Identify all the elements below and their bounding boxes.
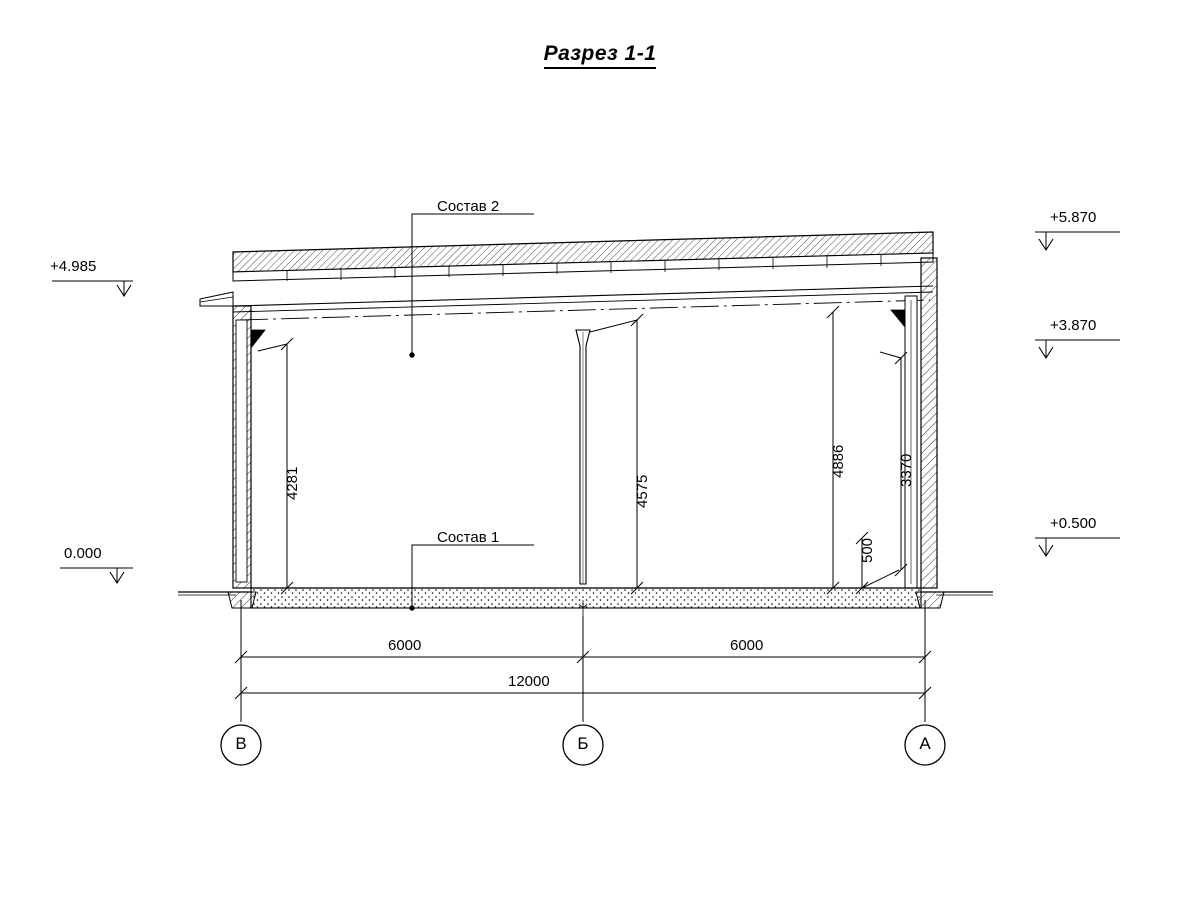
dim-total-label: 12000 xyxy=(508,673,550,690)
dim-3370-ext-top xyxy=(880,352,901,358)
roof-eave-left xyxy=(200,292,233,306)
column-left xyxy=(236,320,247,582)
leader-sostav-1-label: Состав 1 xyxy=(437,529,500,546)
ceiling-line-2 xyxy=(233,292,933,312)
level-marks-left xyxy=(52,281,133,583)
level-marks-right xyxy=(1035,232,1120,556)
level-0500-label: +0.500 xyxy=(1050,515,1097,532)
footing-left xyxy=(228,592,256,608)
dim-4575-ext-top xyxy=(590,320,637,332)
axis-mark-v-label: В xyxy=(235,734,247,753)
drawing-title-text: Разрез 1-1 xyxy=(544,42,657,69)
axis-mark-b-label: Б xyxy=(577,734,589,753)
leader-sostav-2-label: Состав 2 xyxy=(437,198,500,215)
level-0000-label: 0.000 xyxy=(64,545,102,562)
leader-sostav-2-dot xyxy=(410,353,414,357)
haunch-left xyxy=(251,330,265,348)
level-5870-label: +5.870 xyxy=(1050,209,1097,226)
dim-span-right-label: 6000 xyxy=(730,637,764,654)
dim-span-left-label: 6000 xyxy=(388,637,422,654)
wall-right xyxy=(921,258,937,588)
dim-4281-label: 4281 xyxy=(284,466,301,500)
leader-sostav-1-dot xyxy=(410,606,414,610)
leader-sostav-2-line xyxy=(412,214,534,355)
dim-500-label: 500 xyxy=(859,537,876,563)
footing-right xyxy=(916,592,944,608)
dim-4281-ext-top xyxy=(258,344,287,351)
level-3870-label: +3.870 xyxy=(1050,317,1097,334)
level-4985-label: +4.985 xyxy=(50,258,97,275)
dim-4886-label: 4886 xyxy=(830,444,847,478)
axis-mark-a-label: А xyxy=(919,734,931,753)
haunch-right xyxy=(891,310,905,327)
dim-500-ext xyxy=(862,570,899,588)
dim-3370-label: 3370 xyxy=(898,453,915,487)
dim-4575-label: 4575 xyxy=(634,474,651,508)
